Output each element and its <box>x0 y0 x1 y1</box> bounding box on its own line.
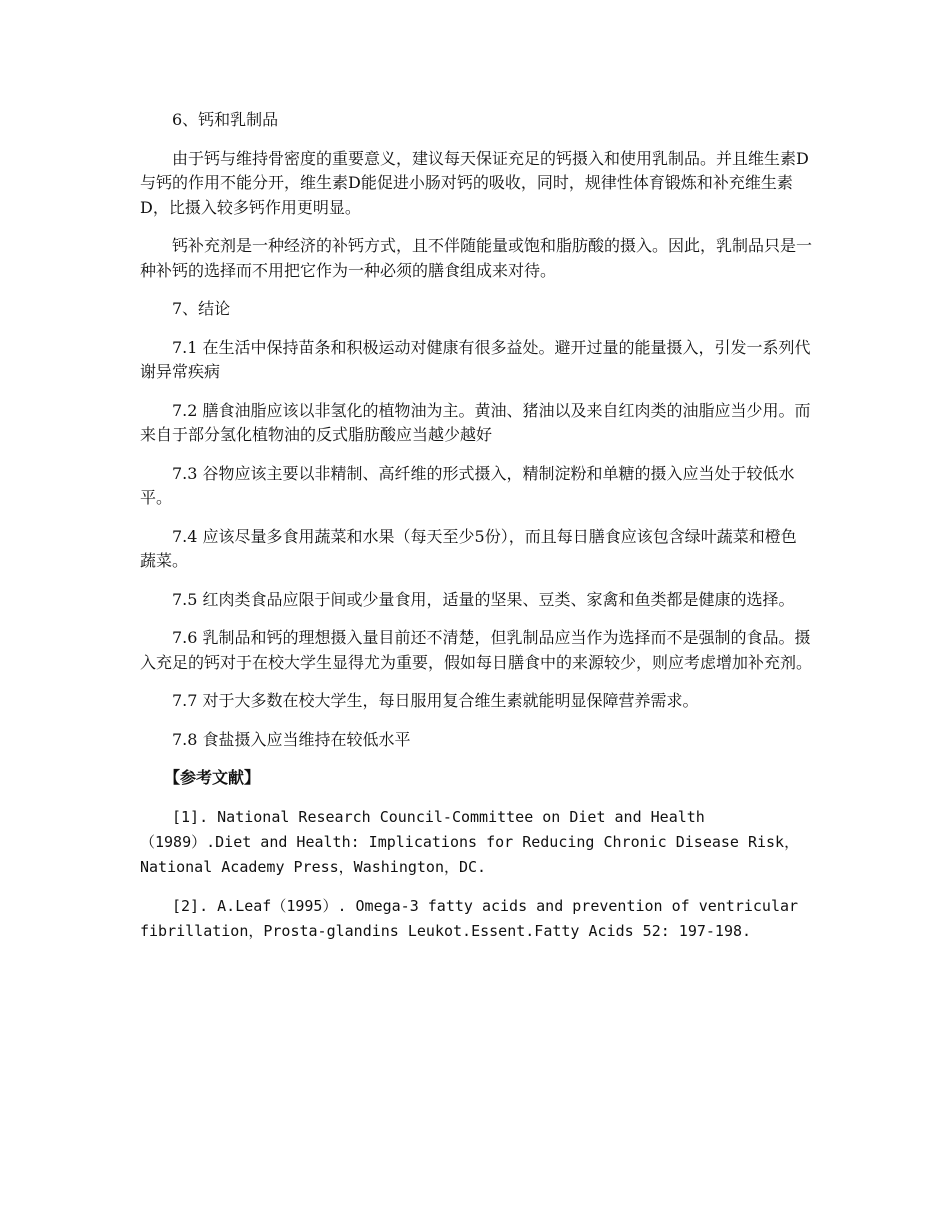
conclusion-item-7-4: 7.4 应该尽量多食用蔬菜和水果（每天至少5份），而且每日膳食应该包含绿叶蔬菜和橙色蔬菜。 <box>140 526 797 570</box>
section-6-paragraph-2: 钙补充剂是一种经济的补钙方式，且不伴随能量或饱和脂肪酸的摄入。因此，乳制品只是一种补钙的选择而不用把它作为一种必须的膳食组成来对待。 <box>140 236 813 280</box>
conclusion-item-7-6: 7.6 乳制品和钙的理想摄入量目前还不清楚，但乳制品应当作为选择而不是强制的食品。摄入充足的钙对于在校大学生显得尤为重要，假如每日膳食中的来源较少，则应考虑增加补充剂。 <box>140 628 813 672</box>
conclusion-item-7-2: 7.2 膳食油脂应该以非氢化的植物油为主。黄油、猪油以及来自红肉类的油脂应当少用。而来自于部分氢化植物油的反式脂肪酸应当越少越好 <box>140 400 811 444</box>
conclusion-item-7-1: 7.1 在生活中保持苗条和积极运动对健康有很多益处。避开过量的能量摄入，引发一系列代谢异常疾病 <box>140 337 811 381</box>
conclusion-item-7-5: 7.5 红肉类食品应限于间或少量食用，适量的坚果、豆类、家禽和鱼类都是健康的选择。 <box>172 589 795 609</box>
section-7-heading: 7、结论 <box>172 299 231 318</box>
reference-item-2: [2]. A.Leaf（1995）. Omega-3 fatty acids and prevention of ventricular fibrillation，Prosta-glandins Leukot.Essent.Fatty Acids 52: 197-198. <box>140 896 799 940</box>
reference-item-1: [1]. National Research Council-Committee on Diet and Health（1989）.Diet and Health: Implications for Reducing Chronic Disease Risk，National Academy Press，Washington，DC. <box>140 807 800 876</box>
references-heading: 【参考文献】 <box>164 768 261 787</box>
section-6-paragraph-1: 由于钙与维持骨密度的重要意义，建议每天保证充足的钙摄入和使用乳制品。并且维生素D与钙的作用不能分开，维生素D能促进小肠对钙的吸收，同时，规律性体育锻炼和补充维生素D，比摄入较多钙作用更明显。 <box>140 148 809 217</box>
section-6-heading: 6、钙和乳制品 <box>172 110 279 129</box>
conclusion-item-7-7: 7.7 对于大多数在校大学生，每日服用复合维生素就能明显保障营养需求。 <box>172 691 699 710</box>
conclusion-item-7-3: 7.3 谷物应该主要以非精制、高纤维的形式摄入，精制淀粉和单糖的摄入应当处于较低水平。 <box>140 463 795 507</box>
document-page <box>140 108 812 958</box>
conclusion-item-7-8: 7.8 食盐摄入应当维持在较低水平 <box>172 729 411 749</box>
